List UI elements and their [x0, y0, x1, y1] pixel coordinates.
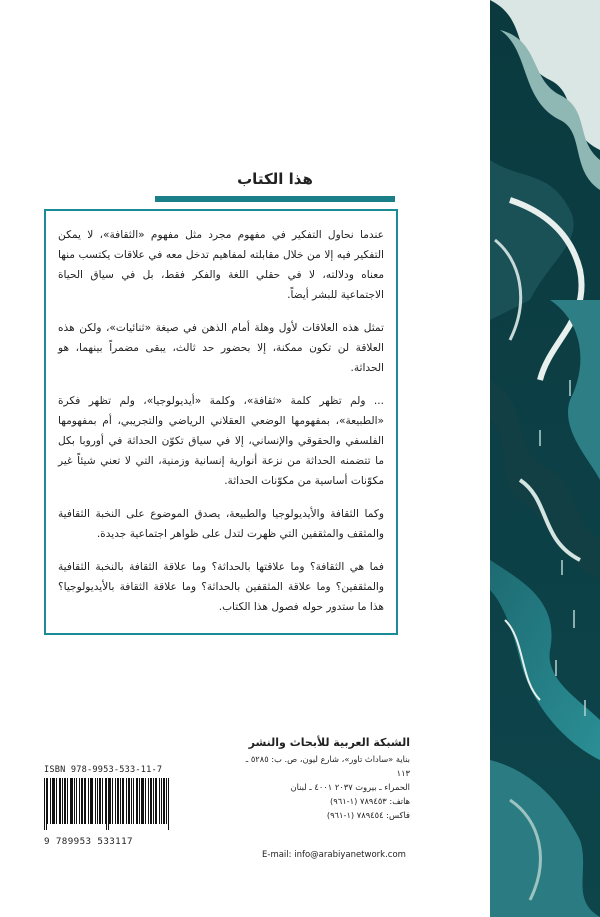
page-title: هذا الكتاب	[237, 170, 313, 188]
blurb-paragraph-2: تمثل هذه العلاقات لأول وهلة أمام الذهن في صيغة «ثنائيات»، ولكن هذه العلاقة لن تكون ممكنة، إلا بحضور حد ثالث، يبقى مضمراً بينهما، هو الحداثة.	[58, 322, 384, 374]
blurb-paragraph-3: ... ولم تظهر كلمة «ثقافة»، وكلمة «أيديولوجيا»، ولم تظهر فكرة «الطبيعة»، بمفهومها الوضعي العقلاني الرياضي والتجريبي، أم بمفهومها الفلسفي والحقوقي والإنساني، إلا في سياق تكوّن الحداثة في أوروبا بكل ما تتضمنه الحداثة من نزعة أنوارية إنسانية وزمنية، التي لا تعني شيئاً غير مكوّنات أساسية من مكوّنات الحداثة.	[58, 395, 384, 487]
isbn-digits: 9 789953 533117	[44, 836, 133, 847]
publisher-email: E-mail: info@arabiyanetwork.com	[262, 850, 406, 860]
publisher-fax: فاكس: ٧٨٩٤٥٤ (١-٩٦١)	[326, 810, 410, 820]
blurb-paragraph-1: عندما نحاول التفكير في مفهوم مجرد مثل مفهوم «الثقافة»، لا يمكن التفكير فيه إلا من خلال مقابلته لمفاهيم تدخل معه في علاقات يكتسب منها معناه ودلالته، لا في حقلي اللغة والفكر فقط، بل في سياق الحياة الاجتماعية للبشر أيضاً.	[58, 229, 384, 301]
heading-block	[155, 170, 395, 202]
publisher-address-2: الحمراء ـ بيروت ٢٠٣٧ ٤٠٠١ ـ لبنان	[290, 782, 410, 792]
publisher-name: الشبكة العربية للأبحاث والنشر	[248, 736, 410, 749]
isbn-label: ISBN 978-9953-533-11-7	[44, 765, 163, 775]
barcode	[44, 778, 170, 830]
publisher-address-1: بناية «ساداث تاور»، شارع ليون، ص. ب: ٥٢٨٥ ـ ١١٣	[245, 754, 410, 778]
heading-accent-bar	[155, 196, 395, 202]
isbn-block	[44, 765, 174, 847]
blurb-paragraph-4: وكما الثقافة والأيديولوجيا والطبيعة، يصدق الموضوع على النخبة الثقافية والمثقف والمثقفين التي ظهرت لتدل على ظواهر اجتماعية جديدة.	[58, 508, 384, 540]
publisher-phone: هاتف: ٧٨٩٤٥٣ (١-٩٦١)	[330, 796, 410, 806]
blurb-paragraph-5: فما هي الثقافة؟ وما علاقتها بالحداثة؟ وما علاقة الثقافة بالنخبة الثقافية والمثقفين؟ وما علاقة المثقفين بالحداثة؟ وما علاقة الثقافة بالأيديولوجيا؟ هذا ما ستدور حوله فصول هذا الكتاب.	[58, 561, 384, 613]
blurb-box	[44, 209, 398, 635]
publisher-info	[240, 736, 410, 822]
cover-artwork	[490, 0, 600, 917]
